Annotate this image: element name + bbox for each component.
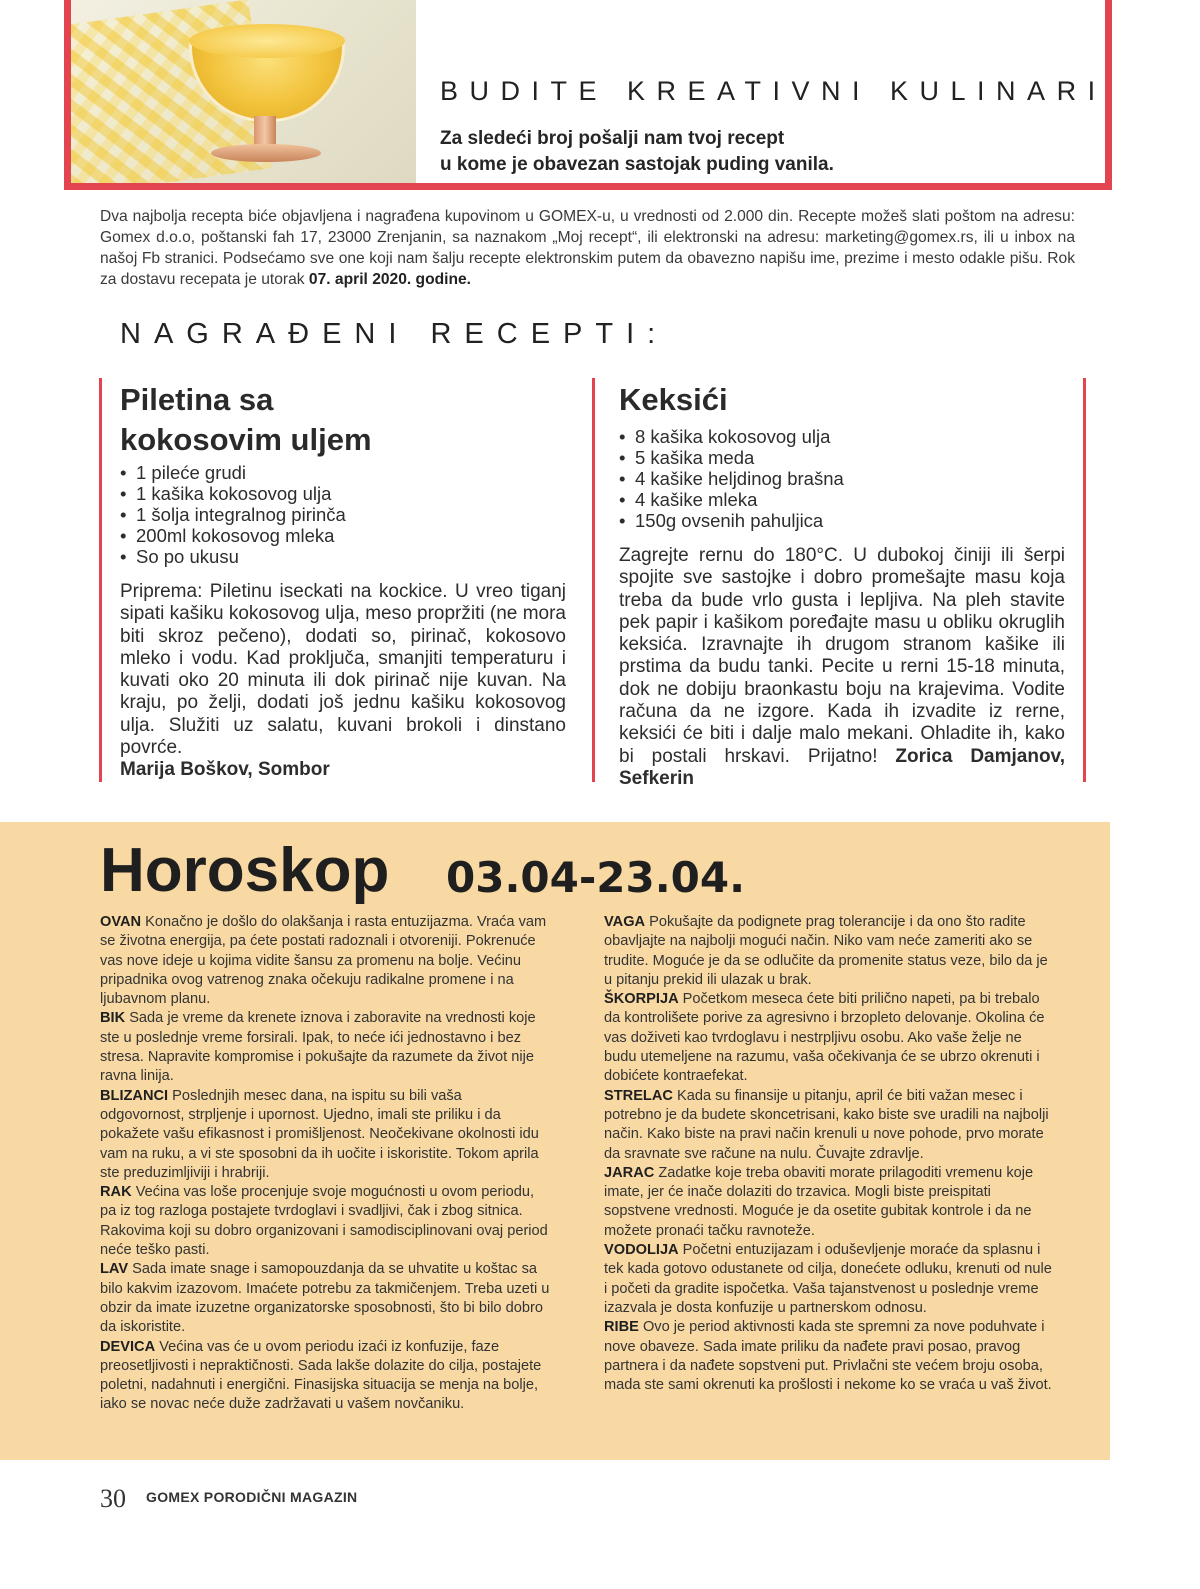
ingredient: • 8 kašika kokosovog ulja — [619, 426, 831, 447]
recipe-instructions — [619, 545, 1065, 790]
horoscope-entry: JARAC Zadatke koje treba obaviti morate prilagoditi vremenu koje imate, jer će inače dolaziti do trzavica. Mogli biste preispitati sopstvene vrednosti. Moguće je da osetite gubitak kontrole i da ne možete pronaći tačku ravnoteže. — [604, 1164, 1034, 1239]
horoscope-entry: OVAN Konačno je došlo do olakšanja i rasta entuzijazma. Vraća vam se životna energija, pa ćete postati radoznali i otvoreniji. Pokrenuće vas nove ideje u kojima vidite šansu za promenu na bolje. Većinu pripadnika ovog vatrenog znaka očekuju radikalne promene i na ljubavnom planu. — [100, 914, 547, 1008]
horoscope-entry: RAK Većina vas loše procenjuje svoje mogućnosti u ovom periodu, pa iz tog razloga postajete tvrdoglavi i svadljivi, čak i zbog sitnica. Rakovima koji su dobro organizovani i samodisciplinovani ovaj period neće teško pasti. — [100, 1184, 548, 1259]
ingredient: • 4 kašike heljdinog brašna — [619, 468, 844, 489]
ingredient: • 150g ovsenih pahuljica — [619, 510, 824, 531]
zodiac-sign: VAGA — [604, 914, 646, 930]
zodiac-sign: BIK — [100, 1010, 126, 1027]
vanilla-pudding-photo — [71, 0, 416, 183]
horoscope-entry: ŠKORPIJA Početkom meseca ćete biti prilično napeti, pa bi trebalo da kontrolišete porive za agresivno i brzopleto delovanje. Okolina će vas doživeti kao tvrdoglavu i nestrpljivu osobu. Ako vaše želje ne budu utemeljene na razumu, vaša očekivanja će se ubrzo okrenuti i dobićete kontraefekat. — [604, 991, 1045, 1085]
recipe-title: Keksići — [619, 382, 728, 417]
horoscope-entry: RIBE Ovo je period aktivnosti kada ste spremni za nove poduhvate i nove obaveze. Sada imate priliku da nađete pravi posao, pravog partnera i da nađete sopstveni put. Privlačni ste većem broju osoba, mada ste sami okrenuti ka prošlosti i nekome ko se vraća u vaš život. — [604, 1319, 1052, 1394]
deadline: 07. april 2020. godine. — [308, 271, 471, 288]
recipe-title-line: kokosovim uljem — [120, 422, 372, 457]
horoscope-entry: VODOLIJA Početni entuzijazam i oduševljenje moraće da splasnu i tek kada gotovo odustanete od cilja, donećete odluku, krenuti od nule i početi da gradite ispočetka. Vaša tajanstvenost u poslednje vreme izazvala je dosta konfuzije u partnerskom odnosu. — [604, 1242, 1052, 1316]
ingredient: • 200ml kokosovog mleka — [120, 525, 335, 546]
banner-heading: BUDITE KREATIVNI KULINARI — [440, 76, 1107, 106]
recipe-author: Zorica Damjanov, Sefkerin — [619, 745, 1065, 789]
recipe-title-line: Piletina sa — [120, 382, 274, 417]
ingredient-list — [120, 462, 566, 567]
horoscope-entry: BIK Sada je vreme da krenete iznova i zaboravite na vrednosti koje ste u poslednje vreme forsirali. Ipak, to neće ići jednostavno i bez stresa. Napravite kompromise i pokušajte da razumete da život nije ravna linija. — [100, 1010, 536, 1085]
recipe-instructions: Priprema: Piletinu iseckati na kockice. U vreo tiganj sipati kašiku kokosovog ulja, meso propržiti (ne mora biti skroz pečeno), dodati so, pirinač, kokosovo mleko i vodu. Kad proključa, smanjiti temperaturu i kuvati oko 20 minuta ili dok pirinač nije kuvan. Na kraju, po želji, dodati još jednu kašiku kokosovog ulja. Služiti uz salatu, kuvani brokoli i dinstano povrće. — [120, 581, 566, 759]
zodiac-sign: ŠKORPIJA — [604, 991, 679, 1008]
ingredient: • 1 kašika kokosovog ulja — [120, 483, 332, 504]
banner-subheading — [440, 126, 834, 178]
banner-subline: Za sledeći broj pošalji nam tvoj recept — [440, 128, 785, 149]
ingredient: • 4 kašike mleka — [619, 489, 758, 510]
zodiac-sign: BLIZANCI — [100, 1087, 169, 1104]
horoscope-column-left — [100, 913, 550, 1415]
horoscope-entry: DEVICA Većina vas će u ovom periodu izaći iz konfuzije, faze preosetljivosti i nepraktičnosti. Sada lakše dolazite do cilja, postajete poletni, nadahnuti i energični. Finasijska situacija se menja na bolje, iako se novac neće duže zadržavati u vašem novčaniku. — [100, 1338, 542, 1413]
section-heading: NAGRAĐENI RECEPTI: — [120, 318, 669, 350]
ingredient-list — [619, 426, 1065, 531]
zodiac-sign: DEVICA — [100, 1338, 156, 1355]
banner-subline: u kome je obavezan sastojak puding vanila. — [440, 154, 834, 175]
magazine-name: GOMEX PORODIČNI MAGAZIN — [146, 1489, 358, 1505]
horoscope-entry: VAGA Pokušajte da podignete prag tolerancije i da ono što radite obavljajte na najbolji mogući način. Niko vam neće zameriti ako se trudite. Moguće je da se odlučite da promenite status veze, bilo da je u pitanju prekid ili ulazak u brak. — [604, 914, 1048, 988]
recipe-author: Marija Boškov, Sombor — [120, 759, 330, 781]
zodiac-sign: JARAC — [604, 1164, 655, 1181]
ingredient: • 5 kašika meda — [619, 447, 755, 468]
zodiac-sign: LAV — [100, 1261, 129, 1278]
page-number: 30 — [100, 1484, 126, 1513]
contest-rules — [100, 206, 1075, 290]
recipe-card — [619, 380, 1065, 790]
horoscope-column-right — [604, 913, 1054, 1395]
divider — [592, 378, 595, 782]
divider — [1083, 378, 1086, 782]
horoscope-dates: 03.04-23.04. — [446, 853, 746, 902]
ingredient: • 1 pileće grudi — [120, 462, 247, 483]
divider — [99, 378, 102, 782]
ingredient: • So po ukusu — [120, 546, 239, 567]
recipe-instructions-text: Zagrejte rernu do 180°C. U dubokoj činiji ili šerpi spojite sve sastojke i dobro promešajte masu koja treba da bude vrlo gusta i lepljiva. Na pleh stavite pek papir i kašikom poređajte masu u obliku okruglih keksića. Izravnajte ih drugom stranom kašike ili prstima da budu tanki. Pecite u rerni 15-18 minuta, dok ne dobiju braonkastu boju na krajevima. Vodite računa da ne izgore. Kada ih izvadite iz rerne, keksići će biti i dalje malo mekani. Ohladite ih, kako bi postali hrskavi. Prijatno! — [619, 545, 1065, 767]
zodiac-sign: OVAN — [100, 914, 142, 930]
horoscope-title: Horoskop — [100, 836, 390, 905]
horoscope-entry: STRELAC Kada su finansije u pitanju, april će biti važan mesec i potrebno je da budete skoncetrisani, kako biste sve uradili na najbolji način. Kako biste na pravi način krenuli u nove pohode, prvo morate da sravnate sve račune na nulu. Čuvajte zdravlje. — [604, 1087, 1049, 1162]
recipe-card — [120, 380, 566, 781]
horoscope-entry: LAV Sada imate snage i samopouzdanja da se uhvatite u koštac sa bilo kakvim izazovom. Imaćete potrebu za takmičenjem. Treba uzeti u obzir da imate izuzetne organizatorske sposobnosti, što bi bilo dobro da iskoristite. — [100, 1261, 550, 1336]
zodiac-sign: STRELAC — [604, 1087, 673, 1104]
zodiac-sign: RAK — [100, 1184, 132, 1201]
ingredient: • 1 šolja integralnog pirinča — [120, 504, 346, 525]
zodiac-sign: RIBE — [604, 1319, 639, 1336]
horoscope-entry: BLIZANCI Poslednjih mesec dana, na ispitu su bili vaša odgovornost, strpljenje i upornost. Ujedno, imali ste priliku i da pokažete vašu efikasnost i promišljenost. Neočekivane okolnosti idu vam na ruku, a vi ste sposobni da ih uočite i iskoristite. Tokom aprila ste preduzimljiviji i hrabriji. — [100, 1087, 539, 1181]
recipe-title — [120, 380, 566, 460]
rules-text: Dva najbolja recepta biće objavljena i nagrađena kupovinom u GOMEX-u, u vrednosti od 2.000 din. Recepte možeš slati poštom na adresu: Gomex d.o.o, poštanski fah 17, 23000 Zrenjanin, sa naznakom „Moj recept“, ili elektronski na adresu: marketing@gomex.rs, ili u inbox na našoj Fb stranici. Podsećamo sve one koji nam šalju recepte elektronskim putem da obavezno napišu ime, prezime i mesto odakle pišu. Rok za dostavu recepata je utorak — [100, 208, 1075, 288]
zodiac-sign: VODOLIJA — [604, 1242, 679, 1259]
